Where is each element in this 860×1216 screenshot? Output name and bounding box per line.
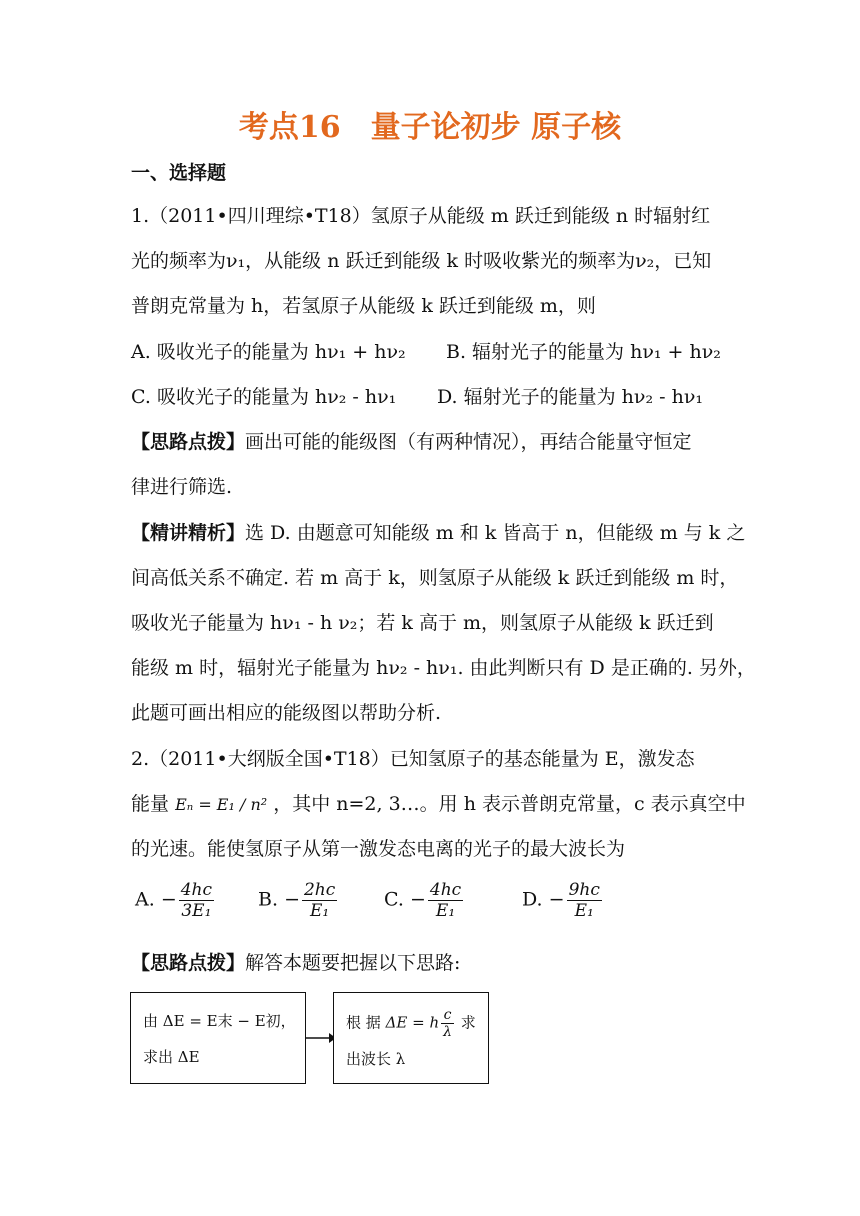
option-sign: − — [160, 888, 177, 911]
option-label: D. — [522, 888, 543, 911]
flow-box-1-line-1: 由 ΔE = E末 − E初， — [143, 1012, 296, 1030]
q1-analysis-line-2: 间高低关系不确定. 若 m 高于 k，则氢原子从能级 k 跃迁到能级 m 时， — [131, 567, 739, 589]
fraction-denominator: λ — [443, 1024, 452, 1040]
option-fraction — [428, 880, 463, 921]
flow-fraction — [441, 1007, 454, 1040]
fraction-denominator: E₁ — [574, 901, 594, 921]
section-heading: 一、选择题 — [131, 162, 227, 184]
option-fraction — [567, 880, 602, 921]
fraction-denominator: E₁ — [310, 901, 330, 921]
q2-hint — [131, 950, 460, 976]
option-fraction — [302, 880, 337, 921]
flow-box-2-pre: 根 据 — [346, 1013, 381, 1032]
q2-line-3: 的光速。能使氢原子从第一激发态电离的光子的最大波长为 — [131, 838, 626, 860]
option-label: C. — [384, 888, 404, 911]
hint-text: 画出可能的能级图（有两种情况），再结合能量守恒定 — [245, 431, 692, 453]
q2-option-c — [384, 880, 465, 921]
fraction-numerator: 4hc — [180, 880, 213, 900]
q2-line-2 — [131, 791, 746, 818]
analysis-text: 选 D. 由题意可知能级 m 和 k 皆高于 n，但能级 m 与 k 之 — [245, 522, 746, 544]
hint-label: 【思路点拨】 — [131, 431, 246, 453]
q1-option-d: D. 辐射光子的能量为 hν₂ - hν₁ — [437, 386, 703, 408]
q1-hint — [131, 429, 692, 455]
q1-hint-line-2: 律进行筛选. — [131, 476, 233, 498]
hint-text: 解答本题要把握以下思路: — [245, 952, 461, 974]
option-label: B. — [258, 888, 279, 911]
fraction-numerator: 4hc — [429, 880, 462, 900]
flow-box-2-post: 求 — [460, 1013, 476, 1032]
flow-box-2 — [333, 992, 489, 1084]
q1-line-2: 光的频率为ν₁，从能级 n 跃迁到能级 k 时吸收紫光的频率为ν₂，已知 — [131, 250, 712, 272]
q1-line-1: 1.（2011•四川理综•T18）氢原子从能级 m 跃迁到能级 n 时辐射红 — [131, 205, 711, 227]
fraction-numerator: c — [441, 1007, 454, 1024]
option-sign: − — [284, 888, 300, 911]
q1-analysis — [131, 520, 745, 546]
hint-label: 【思路点拨】 — [131, 952, 246, 974]
q2-line-2-post: ，其中 n=2, 3…。用 h 表示普朗克常量，c 表示真空中 — [273, 793, 746, 815]
q1-option-a: A. 吸收光子的能量为 hν₁ + hν₂ — [131, 341, 406, 363]
q1-analysis-line-4: 能级 m 时，辐射光子能量为 hν₂ - hν₁. 由此判断只有 D 是正确的. 另外， — [131, 657, 756, 679]
fraction-denominator: 3E₁ — [181, 901, 212, 921]
energy-formula: Eₙ = E₁ / n² — [175, 795, 268, 814]
q2-line-2-pre: 能量 — [131, 793, 170, 815]
analysis-label: 【精讲精析】 — [131, 522, 246, 544]
flow-formula: ΔE = h — [385, 1013, 440, 1032]
q2-line-1: 2.（2011•大纲版全国•T18）已知氢原子的基态能量为 E，激发态 — [131, 748, 695, 770]
q1-line-3: 普朗克常量为 h，若氢原子从能级 k 跃迁到能级 m，则 — [131, 295, 596, 317]
fraction-denominator: E₁ — [435, 901, 456, 921]
flow-box-1 — [130, 992, 306, 1084]
option-sign: − — [409, 888, 426, 911]
q2-option-b — [258, 880, 339, 921]
flow-box-2-line-2: 出波长 λ — [346, 1050, 406, 1068]
option-fraction — [179, 880, 214, 921]
flow-box-1-line-2: 求出 ΔE — [143, 1048, 200, 1066]
q1-analysis-line-3: 吸收光子能量为 hν₁ - h ν₂；若 k 高于 m，则氢原子从能级 k 跃迁到 — [131, 612, 714, 634]
option-label: A. — [135, 888, 155, 911]
q2-option-d — [522, 880, 604, 921]
q2-option-a — [135, 880, 216, 921]
page-title: 考点16 量子论初步 原子核 — [238, 110, 622, 145]
fraction-numerator: 2hc — [303, 880, 336, 900]
option-sign: − — [548, 888, 565, 911]
q1-analysis-line-5: 此题可画出相应的能级图以帮助分析. — [131, 702, 442, 724]
q1-option-b: B. 辐射光子的能量为 hν₁ + hν₂ — [446, 341, 721, 363]
flow-box-2-line-1 — [346, 1007, 476, 1040]
fraction-numerator: 9hc — [568, 880, 600, 900]
q1-option-c: C. 吸收光子的能量为 hν₂ - hν₁ — [131, 386, 397, 408]
